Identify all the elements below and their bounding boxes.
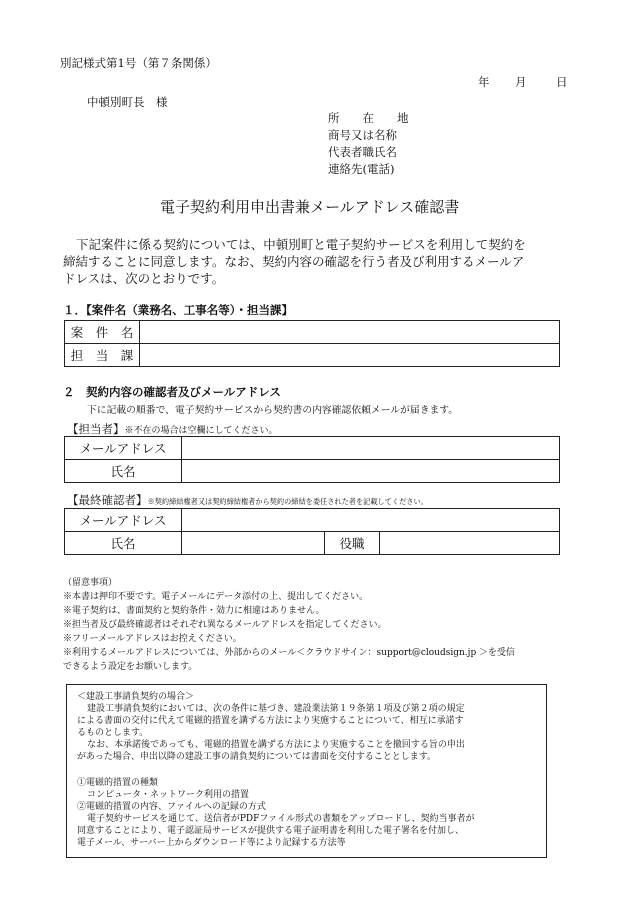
- section2-heading: ２ 契約内容の確認者及びメールアドレス: [63, 385, 281, 399]
- tanto-name-label: 氏名: [65, 460, 182, 483]
- applicant-contact-label: 連絡先(電話): [328, 162, 395, 176]
- intro-line-2: 締結することに同意します。なお、契約内容の確認を行う者及び利用するメールア: [63, 254, 525, 269]
- note-item: ※電子契約は、書面契約と契約条件・効力に相違はありません。: [63, 606, 325, 616]
- terms-line: 電子契約サービスを通じて、送信者がPDFファイル形式の書類をアップロードし、契約当事者が: [87, 814, 475, 824]
- final-label: 【最終確認者】: [67, 493, 148, 507]
- final-note: ※契約締結権者又は契約締結権者から契約の締結を委任された者を記載してください。: [147, 497, 428, 506]
- terms-line: コンピュータ・ネットワーク利用の措置: [87, 790, 250, 800]
- final-email-label: メールアドレス: [65, 509, 182, 532]
- final-email-field[interactable]: [182, 509, 560, 532]
- note-item: できるよう設定をお願いします。: [63, 662, 198, 672]
- project-name-row: [65, 321, 560, 344]
- final-table: [64, 508, 560, 555]
- tanto-label: 【担当者】: [67, 422, 125, 436]
- addressee: 中頓別町長 様: [87, 95, 168, 109]
- note-item: ※フリーメールアドレスはお控えください。: [63, 634, 242, 644]
- construction-terms-box: [66, 684, 547, 858]
- project-name-field[interactable]: [140, 321, 560, 344]
- tanto-table: [64, 436, 560, 483]
- tanto-note: ※不在の場合は空欄にしてください。: [124, 426, 278, 436]
- applicant-company-label: 商号又は名称: [328, 128, 397, 142]
- terms-line: るものとします。: [77, 728, 149, 738]
- project-name-label: 案 件 名: [65, 321, 140, 344]
- note-item: ※利用するメールアドレスについては、外部からのメール＜クラウドサイン：support@cloudsign.jp ＞を受信: [63, 648, 516, 658]
- notes-heading: （留意事項）: [63, 578, 118, 588]
- tanto-name-row: [65, 460, 560, 483]
- section1-heading: １．【案件名（業務名、工事名等）・担当課】: [63, 303, 293, 317]
- department-label: 担 当 課: [65, 344, 140, 367]
- terms-heading: ＜建設工事請負契約の場合＞: [77, 692, 195, 702]
- terms-line: による書面の交付に代えて電磁的措置を講ずる方法により実施することについて、相互に承諾す: [77, 716, 464, 726]
- intro-line-1: 下記案件に係る契約については、中頓別町と電子契約サービスを利用して契約を: [76, 237, 526, 252]
- final-name-row: [65, 532, 560, 555]
- terms-line: ①電磁的措置の種類: [77, 778, 159, 788]
- tanto-email-label: メールアドレス: [65, 437, 182, 460]
- project-table: [64, 320, 560, 367]
- date-month-label: 月: [515, 75, 527, 89]
- final-title-label: 役職: [325, 532, 380, 555]
- terms-line: なお、本承諾後であっても、電磁的措置を講ずる方法により実施することを撤回する旨の申出: [87, 740, 465, 750]
- note-item: ※本書は押印不要です。電子メールにデータ添付の上、提出してください。: [63, 592, 369, 602]
- tanto-name-field[interactable]: [182, 460, 560, 483]
- page-title: 電子契約利用申出書兼メールアドレス確認書: [160, 198, 460, 216]
- terms-line: 電子メール、サーバー上からダウンロード等により記録する方法等: [77, 838, 346, 848]
- terms-line: 建設工事請負契約においては、次の条件に基づき、建設業法第１９条第１項及び第２項の規定: [87, 704, 465, 714]
- applicant-representative-label: 代表者職氏名: [328, 145, 397, 159]
- terms-line: ②電磁的措置の内容、ファイルへの記録の方式: [77, 802, 266, 812]
- form-number: 別記様式第1号（第７条関係）: [60, 56, 217, 70]
- note-item: ※担当者及び最終確認者はそれぞれ異なるメールアドレスを指定してください。: [63, 620, 387, 630]
- department-row: [65, 344, 560, 367]
- date-year-label: 年: [478, 75, 490, 89]
- final-email-row: [65, 509, 560, 532]
- tanto-email-field[interactable]: [182, 437, 560, 460]
- tanto-email-row: [65, 437, 560, 460]
- date-day-label: 日: [556, 75, 568, 89]
- final-title-field[interactable]: [380, 532, 560, 555]
- section2-subtext: 下に記載の順番で、電子契約サービスから契約書の内容確認依頼メールが届きます。: [87, 405, 459, 416]
- final-name-label: 氏名: [65, 532, 182, 555]
- tanto-heading: [67, 418, 278, 437]
- final-name-field[interactable]: [182, 532, 325, 555]
- final-heading: [67, 489, 428, 508]
- intro-line-3: ドレスは、次のとおりです。: [63, 271, 225, 286]
- department-field[interactable]: [140, 344, 560, 367]
- applicant-address-label: 所 在 地: [328, 111, 409, 125]
- terms-line: 同意することにより、電子認証局サービスが提供する電子証明書を利用した電子署名を付加し、: [77, 826, 465, 836]
- terms-line: があった場合、申出以降の建設工事の請負契約については書面を交付することとします。: [77, 752, 437, 762]
